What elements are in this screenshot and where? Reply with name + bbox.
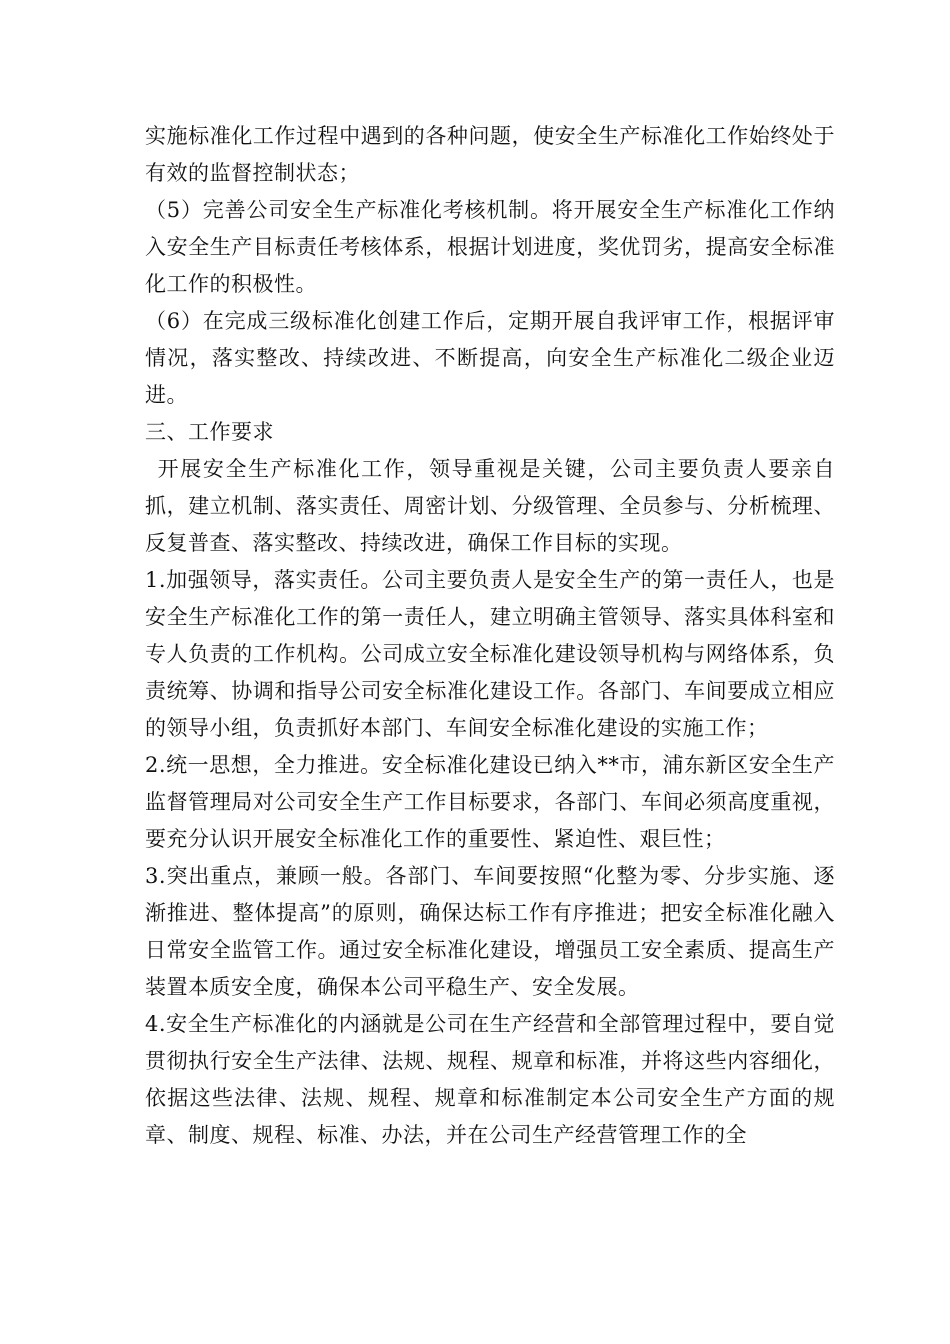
paragraph-point-4: 4.安全生产标准化的内涵就是公司在生产经营和全部管理过程中，要自觉贯彻执行安全生产法律、法规、规程、规章和标准，并将这些内容细化，依据这些法律、法规、规程、规章和标准制定本公司安全生产方面的规章、制度、规程、标准、办法，并在公司生产经营管理工作的全 bbox=[145, 1012, 835, 1147]
paragraph-point-2: 2.统一思想，全力推进。安全标准化建设已纳入**市，浦东新区安全生产监督管理局对公司安全生产工作目标要求，各部门、车间必须高度重视，要充分认识开展安全标准化工作的重要性、紧迫性、艰巨性； bbox=[145, 753, 835, 851]
paragraph-item-6: （6）在完成三级标准化创建工作后，定期开展自我评审工作，根据评审情况，落实整改、持续改进、不断提高，向安全生产标准化二级企业迈进。 bbox=[145, 309, 835, 407]
paragraph-item-5: （5）完善公司安全生产标准化考核机制。将开展安全生产标准化工作纳入安全生产目标责任考核体系，根据计划进度，奖优罚劣，提高安全标准化工作的积极性。 bbox=[145, 198, 835, 296]
document-body bbox=[145, 118, 835, 1154]
paragraph-intro: 开展安全生产标准化工作，领导重视是关键，公司主要负责人要亲自抓，建立机制、落实责任、周密计划、分级管理、全员参与、分析梳理、反复普查、落实整改、持续改进，确保工作目标的实现。 bbox=[145, 457, 835, 555]
paragraph-point-1: 1.加强领导，落实责任。公司主要负责人是安全生产的第一责任人，也是安全生产标准化工作的第一责任人，建立明确主管领导、落实具体科室和专人负责的工作机构。公司成立安全标准化建设领导机构与网络体系，负责统筹、协调和指导公司安全标准化建设工作。各部门、车间要成立相应的领导小组，负责抓好本部门、车间安全标准化建设的实施工作； bbox=[145, 568, 835, 740]
section-heading: 三、工作要求 bbox=[145, 420, 274, 444]
paragraph-continuation: 实施标准化工作过程中遇到的各种问题，使安全生产标准化工作始终处于有效的监督控制状态； bbox=[145, 124, 835, 185]
paragraph-point-3: 3.突出重点，兼顾一般。各部门、车间要按照“化整为零、分步实施、逐渐推进、整体提高”的原则，确保达标工作有序推进；把安全标准化融入日常安全监管工作。通过安全标准化建设，增强员工安全素质、提高生产装置本质安全度，确保本公司平稳生产、安全发展。 bbox=[145, 864, 835, 999]
